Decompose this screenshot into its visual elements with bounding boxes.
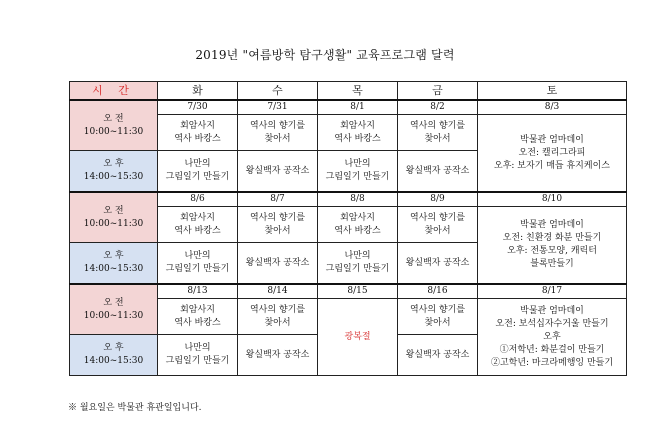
date-cell: 7/30 <box>158 100 238 115</box>
time-slot-label: 오 전 <box>103 205 124 216</box>
program-cell <box>158 243 238 285</box>
saturday-program-line: 블록만들기 <box>530 259 574 269</box>
program-line: 역사 바캉스 <box>334 133 381 144</box>
program-line: 그림일기 만들기 <box>325 172 390 182</box>
saturday-program-line: 박물관 엄마데이 <box>520 134 584 145</box>
program-line: 왕실백자 공작소 <box>405 349 470 360</box>
header-time: 시 간 <box>70 82 158 101</box>
time-slot-time: 10:00~11:30 <box>83 126 144 137</box>
program-line: 회암사지 <box>180 120 215 131</box>
program-cell <box>238 207 318 243</box>
program-line: 찾아서 <box>264 133 291 144</box>
program-line: 역사의 향기를 <box>249 304 306 315</box>
date-cell: 8/3 <box>478 100 627 115</box>
time-slot-am <box>70 100 158 151</box>
saturday-program-cell <box>478 115 627 193</box>
header-day-tue: 화 <box>158 82 238 101</box>
time-slot-label: 오 후 <box>103 343 124 353</box>
time-slot-label: 오 전 <box>103 297 124 308</box>
holiday-cell <box>318 299 398 376</box>
program-calendar-table <box>69 81 627 376</box>
date-cell: 7/31 <box>238 100 318 115</box>
date-cell: 8/15 <box>318 284 398 299</box>
program-cell <box>238 243 318 285</box>
program-cell <box>398 243 478 285</box>
date-cell: 8/1 <box>318 100 398 115</box>
saturday-program-line: 박물관 엄마데이 <box>520 305 584 316</box>
program-line: 그림일기 만들기 <box>325 264 390 274</box>
saturday-program-line: 오후 <box>543 331 561 342</box>
program-line: 그림일기 만들기 <box>165 264 230 274</box>
program-cell <box>158 207 238 243</box>
date-cell: 8/7 <box>238 192 318 207</box>
time-slot-time: 10:00~11:30 <box>83 218 144 229</box>
program-line: 회암사지 <box>180 212 215 223</box>
saturday-program-line: 오전: 캘리그라피 <box>518 147 586 158</box>
program-line: 그림일기 만들기 <box>165 172 230 182</box>
program-line: 찾아서 <box>424 225 451 236</box>
date-cell: 8/8 <box>318 192 398 207</box>
program-cell <box>398 115 478 151</box>
program-line: 역사의 향기를 <box>409 120 466 131</box>
date-cell: 8/17 <box>478 284 627 299</box>
program-cell <box>318 115 398 151</box>
program-line: 나만의 <box>184 159 211 169</box>
program-line: 왕실백자 공작소 <box>245 165 310 176</box>
page-title: 2019년 "여름방학 탐구생활" 교육프로그램 달력 <box>195 48 455 62</box>
program-line: 나만의 <box>344 251 371 261</box>
date-cell: 8/2 <box>398 100 478 115</box>
program-line: 찾아서 <box>264 317 291 328</box>
program-cell <box>398 151 478 193</box>
header-day-sat: 토 <box>478 82 627 101</box>
saturday-program-line: ②고학년: 마크라메행잉 만들기 <box>490 357 614 368</box>
program-line: 왕실백자 공작소 <box>405 165 470 176</box>
program-cell <box>398 335 478 376</box>
saturday-program-line: 박물관 엄마데이 <box>520 220 584 230</box>
saturday-program-cell <box>478 207 627 285</box>
program-line: 회암사지 <box>340 212 375 223</box>
program-line: 역사 바캉스 <box>174 133 221 144</box>
time-slot-label: 오 전 <box>103 113 124 124</box>
program-line: 역사 바캉스 <box>174 225 221 236</box>
time-slot-pm <box>70 335 158 376</box>
program-cell <box>158 299 238 335</box>
date-cell: 8/13 <box>158 284 238 299</box>
program-line: 왕실백자 공작소 <box>245 349 310 360</box>
program-line: 찾아서 <box>424 317 451 328</box>
program-line: 찾아서 <box>424 133 451 144</box>
saturday-program-line: ①저학년: 화분걸이 만들기 <box>499 344 605 355</box>
time-slot-time: 14:00~15:30 <box>83 356 144 366</box>
program-line: 역사 바캉스 <box>334 225 381 236</box>
program-line: 찾아서 <box>264 225 291 236</box>
time-slot-time: 10:00~11:30 <box>83 310 144 321</box>
program-line: 회암사지 <box>180 304 215 315</box>
program-cell <box>238 299 318 335</box>
header-day-thu: 목 <box>318 82 398 101</box>
program-cell <box>158 115 238 151</box>
saturday-program-line: 오전: 친환경 화분 만들기 <box>502 233 602 243</box>
program-line: 왕실백자 공작소 <box>245 257 310 268</box>
program-cell <box>318 151 398 193</box>
program-line: 역사 바캉스 <box>174 317 221 328</box>
date-cell: 8/6 <box>158 192 238 207</box>
time-slot-label: 오 후 <box>103 251 124 261</box>
header-day-wed: 수 <box>238 82 318 101</box>
saturday-program-cell <box>478 299 627 376</box>
date-cell: 8/9 <box>398 192 478 207</box>
time-slot-label: 오 후 <box>103 159 124 169</box>
program-cell <box>238 115 318 151</box>
program-cell <box>158 151 238 193</box>
program-cell <box>238 151 318 193</box>
program-line: 역사의 향기를 <box>249 212 306 223</box>
program-cell <box>398 207 478 243</box>
program-line: 회암사지 <box>340 120 375 131</box>
time-slot-time: 14:00~15:30 <box>83 172 144 182</box>
program-line: 그림일기 만들기 <box>165 356 230 366</box>
closing-note: ※ 월요일은 박물관 휴관일입니다. <box>68 403 202 413</box>
time-slot-pm <box>70 151 158 193</box>
program-line: 왕실백자 공작소 <box>405 257 470 268</box>
time-slot-time: 14:00~15:30 <box>83 264 144 274</box>
program-cell <box>398 299 478 335</box>
time-slot-pm <box>70 243 158 285</box>
date-cell: 8/10 <box>478 192 627 207</box>
holiday-label: 광복절 <box>344 331 371 342</box>
saturday-program-line: 오후: 전통모양, 캐릭터 <box>507 246 597 256</box>
header-day-fri: 금 <box>398 82 478 101</box>
program-cell <box>318 243 398 285</box>
program-cell <box>238 335 318 376</box>
date-cell: 8/14 <box>238 284 318 299</box>
program-line: 역사의 향기를 <box>249 120 306 131</box>
program-cell <box>158 335 238 376</box>
program-line: 나만의 <box>184 343 211 353</box>
date-cell: 8/16 <box>398 284 478 299</box>
time-slot-am <box>70 284 158 335</box>
program-line: 역사의 향기를 <box>409 304 466 315</box>
saturday-program-line: 오전: 보석십자수거울 만들기 <box>495 318 609 329</box>
program-line: 나만의 <box>184 251 211 261</box>
time-slot-am <box>70 192 158 243</box>
saturday-program-line: 오후: 보자기 매듭 휴지케이스 <box>494 160 610 171</box>
program-line: 나만의 <box>344 159 371 169</box>
program-cell <box>318 207 398 243</box>
program-line: 역사의 향기를 <box>409 212 466 223</box>
